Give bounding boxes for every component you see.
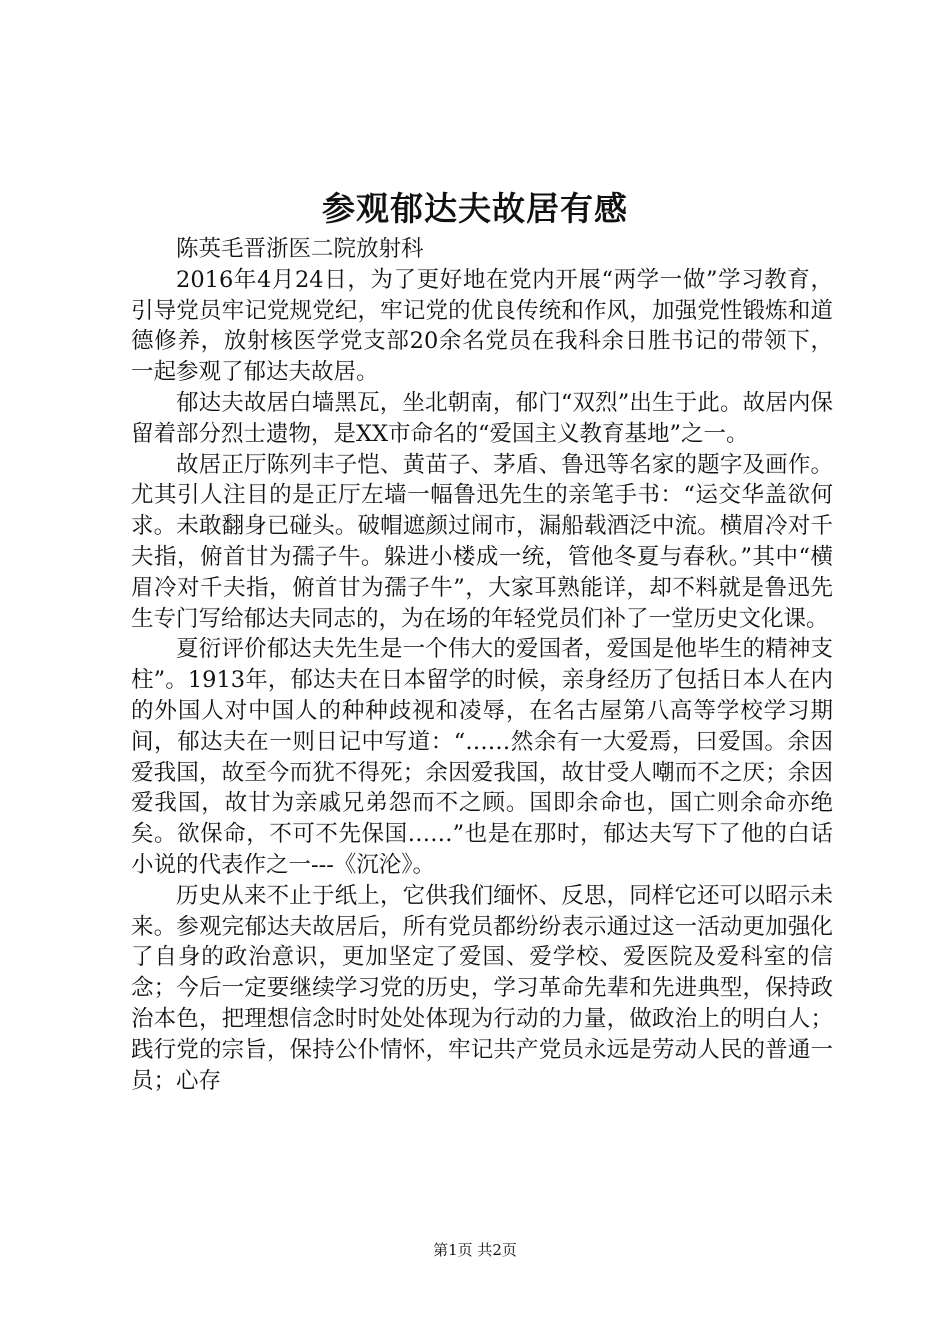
paragraph-1: 2016年4月24日，为了更好地在党内开展“两学一做”学习教育，引导党员牢记党规党纪，牢记党的优良传统和作风，加强党性锻炼和道德修养，放射核医学党支部20余名党员在我科余日胜书记的带领下，一起参观了郁达夫故居。	[131, 266, 833, 386]
document-title: 参观郁达夫故居有感	[322, 189, 628, 228]
paragraph-4: 夏衍评价郁达夫先生是一个伟大的爱国者，爱国是他毕生的精神支柱”。1913年，郁达夫在日本留学的时候，亲身经历了包括日本人在内的外国人对中国人的种种歧视和凌辱，在名古屋第八高等学校学习期间，郁达夫在一则日记中写道：“……然余有一大爱焉，曰爱国。余因爱我国，故至今而犹不得死；余因爱我国，故甘受人嘲而不之厌；余因爱我国，故甘为亲戚兄弟怨而不之顾。国即余命也，国亡则余命亦绝矣。欲保命，不可不先保国……”也是在那时，郁达夫写下了他的白话小说的代表作之一---《沉沦》。	[131, 636, 833, 878]
paragraph-5: 历史从来不止于纸上，它供我们缅怀、反思，同样它还可以昭示未来。参观完郁达夫故居后，所有党员都纷纷表示通过这一活动更加强化了自身的政治意识，更加坚定了爱国、爱学校、爱医院及爱科室的信念；今后一定要继续学习党的历史，学习革命先辈和先进典型，保持政治本色，把理想信念时时处处体现为行动的力量，做政治上的明白人；践行党的宗旨，保持公仆情怀，牢记共产党员永远是劳动人民的普通一员；心存	[131, 882, 833, 1094]
document-body	[131, 234, 833, 1096]
paragraph-2: 郁达夫故居白墙黑瓦，坐北朝南，郁门“双烈”出生于此。故居内保留着部分烈士遗物，是XX市命名的“爱国主义教育基地”之一。	[131, 389, 833, 447]
page-number-footer: 第1页 共2页	[433, 1241, 517, 1259]
paragraph-3: 故居正厅陈列丰子恺、黄苗子、茅盾、鲁迅等名家的题字及画作。尤其引人注目的是正厅左墙一幅鲁迅先生的亲笔手书：“运交华盖欲何求。未敢翻身已碰头。破帽遮颜过闹市，漏船载酒泛中流。横眉冷对千夫指，俯首甘为孺子牛。躲进小楼成一统，管他冬夏与春秋。”其中“横眉冷对千夫指，俯首甘为孺子牛”，大家耳熟能详，却不料就是鲁迅先生专门写给郁达夫同志的，为在场的年轻党员们补了一堂历史文化课。	[131, 451, 833, 632]
author-line: 陈英毛晋浙医二院放射科	[176, 236, 424, 262]
